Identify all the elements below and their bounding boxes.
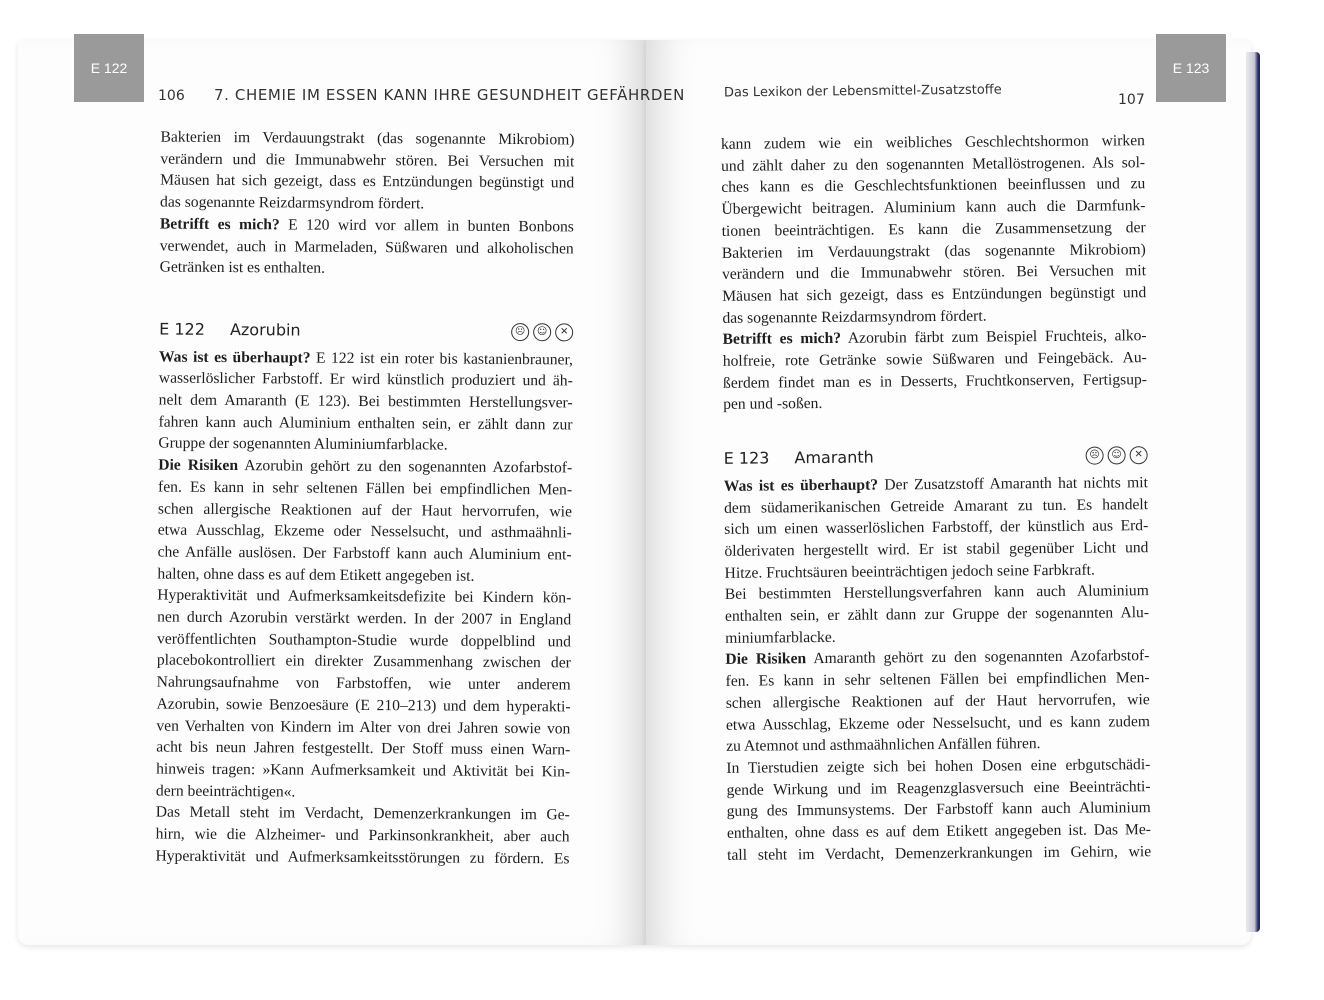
text-line: dern beeinträchtigen«.: [155, 782, 296, 801]
text-line: acht bis neun Jahren festgestellt. Der Stoff muss einen Warn-: [156, 738, 571, 759]
text-line: Übergewicht beitragen. Aluminium kann auch die Darmfunk-: [721, 197, 1146, 218]
text-line: fahren kann auch Aluminium enthalten sein, er zählt dann zur: [158, 413, 573, 434]
text-line: gung des Immunsystems. Der Farbstoff kann auch Aluminium: [726, 799, 1151, 821]
left-running-title: 7. CHEMIE IM ESSEN KANN IHRE GESUNDHEIT GEFÄHRDEN: [214, 86, 685, 104]
rating-icons: [1086, 446, 1148, 465]
text-line: verändern und die Immunabwehr stören. Bei Versuchen mit: [721, 262, 1147, 284]
text-line: fen. Es kann in sehr seltenen Fällen bei empfindlichen Men-: [725, 669, 1150, 691]
text-line: Der Zusatzstoff Amaranth hat nichts mit: [877, 473, 1148, 494]
text-line: ßerdem findet man es in Desserts, Fruchtkonserven, Fertigsup-: [722, 370, 1148, 392]
text-line: Azorubin, sowie Benzoesäure (E 210–213) und dem hyperakti-: [156, 695, 571, 716]
text-line: pen und -soßen.: [723, 395, 823, 414]
text-line: ches kann es die Geschlechtsfunktionen beeinflussen und zu: [721, 175, 1146, 197]
right-animal-studies-paragraph: [726, 754, 1151, 866]
text-line: ven Verhalten von Kindern im Alter von drei Jahren sowie von: [156, 717, 571, 738]
left-page-number: 106: [158, 88, 185, 104]
no-child-icon: ✕: [1130, 446, 1148, 464]
text-line: Amaranth gehört zu den sogenannten Azofarbstof-: [806, 647, 1150, 668]
right-intro-paragraph: [721, 130, 1147, 329]
text-line: Bakterien im Verdauungstrakt (das sogenannte Mikrobiom): [160, 128, 575, 149]
text-line: hirn, wie die Alzheimer- und Parkinsonkrankheit, aber auch: [155, 825, 570, 846]
right-text-column: [721, 130, 1151, 866]
neutral-face-icon: ☺: [533, 323, 551, 341]
affects-label: Betrifft es mich?: [159, 215, 280, 234]
text-line: nen durch Azorubin verstärkt werden. In der 2007 in England: [157, 608, 572, 629]
text-line: Hyperaktivität und Aufmerksamkeitsdefizite bei Kindern kön-: [157, 586, 572, 607]
text-line: enthalten sein, er zählt dann zur Gruppe der sogenannten Alu-: [724, 604, 1150, 625]
right-thumb-tab: E 123: [1156, 34, 1226, 102]
text-line: und zählt daher zu den sogenannten Metallöstrogenen. Als sol-: [721, 153, 1146, 175]
risks-label: Die Risiken: [158, 456, 239, 475]
text-line: dem südamerikanischen Getreide Amarant zu tun. Es handelt: [724, 495, 1149, 517]
text-line: Bei bestimmten Herstellungsverfahren kann auch Aluminium: [724, 582, 1149, 604]
text-line: E 120 wird vor allem in bunten Bonbons: [279, 216, 574, 236]
text-line: In Tierstudien zeigte sich bei hohen Dosen eine erbgutschädi-: [726, 756, 1151, 777]
text-line: wasserlöslicher Farbstoff. Er wird künstlich produziert und äh-: [158, 369, 573, 390]
text-line: nelt dem Amaranth (E 123). Bei bestimmten Herstellungsver-: [158, 391, 573, 412]
text-line: che Anfälle auslösen. Der Farbstoff kann auch Aluminium ent-: [157, 543, 572, 564]
text-line: Nahrungsaufnahme von Farbstoffen, wie unter anderem: [156, 673, 571, 694]
text-line: das sogenannte Reizdarmsyndrom fördert.: [722, 307, 987, 327]
text-line: sich um einen wasserlöslichen Farbstoff, der künstlich aus Erd-: [724, 517, 1149, 539]
entry-name: Amaranth: [794, 447, 874, 468]
text-line: Hitze. Fruchtsäuren beeinträchtigen jedoch seine Farbkraft.: [724, 561, 1095, 582]
text-line: verwendet, auch in Marmeladen, Süßwaren und alkoholischen: [159, 237, 574, 257]
page-edge: [1246, 52, 1260, 932]
text-line: ölderivaten hergestellt wird. Er ist stabil gegenüber Licht und: [724, 539, 1149, 560]
entry-heading-e122: [159, 318, 573, 343]
left-risks-paragraph: [157, 455, 572, 588]
text-line: tionen beeinträchtigen. Es kann die Zusammensetzung der: [721, 218, 1146, 240]
text-line: Das Metall steht im Verdacht, Demenzerkrankungen im Ge-: [155, 803, 570, 824]
text-line: miniumfarblacke.: [725, 628, 836, 647]
entry-name: Azorubin: [229, 319, 301, 340]
text-line: halten, ohne dass es auf dem Etikett angegeben ist.: [157, 565, 475, 585]
text-line: veröffentlichten Southampton-Studie wurde doppelblind und: [156, 630, 572, 651]
text-line: Hyperaktivität und Aufmerksamkeitsstörungen zu fördern. Es: [155, 847, 570, 868]
risks-label: Die Risiken: [725, 650, 807, 669]
rating-icons: [511, 323, 573, 341]
text-line: tall steht im Verdacht, Demenzerkrankungen im Gehirn, wie: [727, 842, 1152, 864]
left-hyperactivity-paragraph: [156, 585, 572, 805]
right-what-paragraph: [724, 472, 1149, 584]
text-line: das sogenannte Reizdarmsyndrom fördert.: [160, 193, 425, 213]
right-running-title: Das Lexikon der Lebensmittel-Zusatzstoffe: [723, 82, 1002, 101]
text-line: etwa Ausschlag, Ekzeme oder Nesselsucht, und asthmaähnli-: [157, 521, 572, 542]
right-process-paragraph: [725, 581, 1150, 650]
text-line: E 122 ist ein roter bis kastanienbrauner,: [310, 349, 574, 369]
sad-face-icon: ☹: [511, 323, 529, 341]
text-line: hinweis tragen: »Kann Aufmerksamkeit und Aktivität bei Kin-: [156, 760, 571, 781]
text-line: fen. Es kann in sehr seltenen Fällen bei empfindlichen Men-: [158, 478, 573, 499]
no-child-icon: ✕: [555, 323, 573, 341]
left-what-paragraph: [158, 346, 573, 457]
text-line: Getränken ist es enthalten.: [159, 258, 326, 277]
what-label: Was ist es überhaupt?: [158, 348, 311, 367]
left-thumb-tab: E 122: [74, 34, 144, 102]
text-line: holfreie, rote Getränke sowie Süßwaren und Feingebäck. Au-: [722, 349, 1147, 370]
text-line: enthalten, ohne dass es auf dem Etikett angegeben ist. Das Me-: [726, 821, 1151, 842]
right-affects-paragraph: [723, 325, 1148, 416]
text-line: verändern und die Immunabwehr stören. Bei Versuchen mit: [160, 150, 575, 171]
text-line: gende Wirkung und im Reagenzglasversuch eine Beeinträchti-: [726, 777, 1151, 799]
text-line: Mäusen hat sich gezeigt, dass es Entzündungen begünstigt und: [722, 284, 1147, 305]
right-page-number: 107: [1118, 92, 1145, 108]
right-risks-paragraph: [725, 646, 1150, 758]
left-text-column: [155, 127, 574, 870]
text-line: schen allergische Reaktionen auf der Haut hervorrufen, wie: [157, 500, 572, 520]
text-line: etwa Ausschlag, Ekzeme oder Nesselsucht, und es kann zudem: [725, 712, 1151, 734]
text-line: Mäusen hat sich gezeigt, dass es Entzündungen begünstigt und: [160, 171, 575, 192]
left-intro-paragraph: [160, 127, 575, 217]
text-line: Azorubin färbt zum Beispiel Fruchteis, alko-: [840, 327, 1147, 348]
entry-code: E 122: [159, 319, 205, 339]
text-line: kann zudem wie ein weibliches Geschlechtshormon wirken: [720, 132, 1145, 153]
text-line: placebokontrolliert ein direkter Zusammenhang zwischen der: [156, 652, 571, 672]
sad-face-icon: ☹: [1086, 447, 1104, 465]
text-line: zu Atemnot und asthmaähnlichen Anfällen führen.: [726, 735, 1041, 756]
entry-code: E 123: [723, 448, 770, 468]
left-metal-paragraph: [155, 802, 569, 870]
what-label: Was ist es überhaupt?: [723, 476, 879, 495]
left-affects-paragraph: [160, 213, 574, 281]
text-line: Azorubin gehört zu den sogenannten Azofarbstof-: [237, 457, 573, 477]
text-line: Gruppe der sogenannten Aluminiumfarblacke.: [158, 434, 448, 455]
text-line: Bakterien im Verdauungstrakt (das sogenannte Mikrobiom): [721, 240, 1146, 262]
affects-label: Betrifft es mich?: [722, 330, 842, 349]
neutral-face-icon: ☺: [1108, 446, 1126, 464]
text-line: schen allergische Reaktionen auf der Haut hervorrufen, wie: [725, 691, 1150, 712]
